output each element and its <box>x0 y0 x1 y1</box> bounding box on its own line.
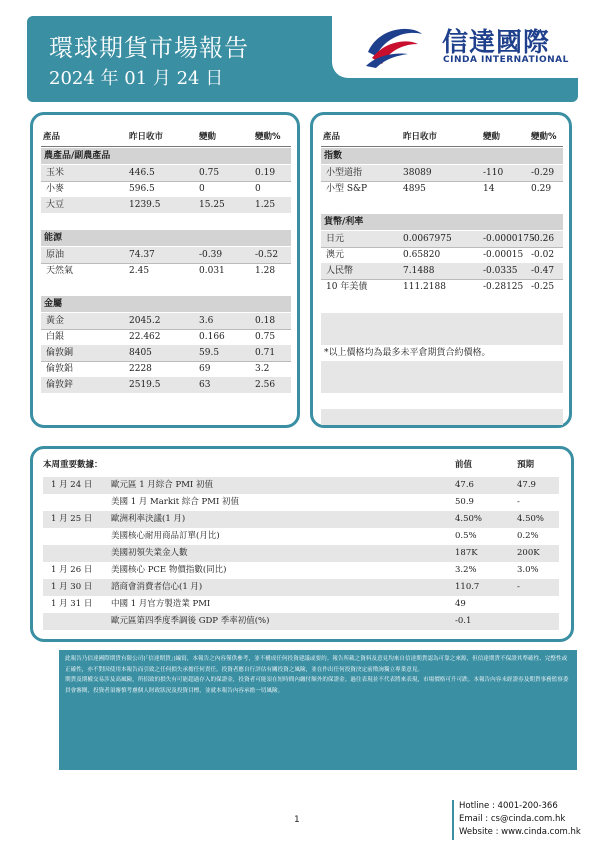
table-row <box>41 345 291 361</box>
table-row <box>41 377 291 393</box>
calendar-cell: 歐元區第四季度季調後 GDP 季率初值(%) <box>111 616 270 626</box>
website-link[interactable]: Website : www.cinda.com.hk <box>459 827 581 837</box>
column-header: 變動 <box>483 132 501 142</box>
calendar-row <box>43 579 559 596</box>
table-row <box>321 231 563 247</box>
table-row <box>41 165 291 181</box>
section-header <box>41 148 291 164</box>
table-cell: 2045.2 <box>129 316 161 326</box>
table-cell: 1239.5 <box>129 200 161 210</box>
contact-info <box>459 800 581 839</box>
calendar-cell: 1 月 30 日 <box>51 582 93 592</box>
calendar-row <box>43 494 559 511</box>
section-header <box>41 230 291 246</box>
table-cell: 0.19 <box>255 168 276 178</box>
price-note: *以上價格均為最多未平倉期貨合約價格。 <box>324 348 491 358</box>
hotline-text: Hotline : 4001-200-366 <box>459 801 558 811</box>
calendar-cell: 200K <box>517 548 540 558</box>
calendar-title: 本周重要數據： <box>43 460 103 470</box>
section-title: 貨幣/利率 <box>324 217 364 227</box>
calendar-cell: 3.2% <box>455 565 477 575</box>
table-cell: 69 <box>199 364 211 374</box>
calendar-cell: 美國核心耐用商品訂單(月比) <box>111 531 220 541</box>
financials-panel <box>310 112 572 428</box>
table-cell: 白銀 <box>46 332 65 342</box>
calendar-cell: 0.2% <box>517 531 539 541</box>
calendar-cell: 1 月 31 日 <box>51 599 93 609</box>
table-cell: 3.2 <box>255 364 270 374</box>
disclaimer-paragraph: 期貨及期權交易涉及高風險，所招致的損失有可能超過存入的保證金，投資者可能須在短時間內繳付額外的保證金。過往表現並不代表將來表現，市場價格可升可跌。本報告內容未經證券及期貨事務監察委員會審閱，投資者須審慎考慮個人財政狀況及投資目標，並就本報告內容承擔一切風險。 <box>65 677 569 695</box>
table-cell: -0.00015 <box>483 250 524 260</box>
blank-row <box>321 361 563 377</box>
table-row <box>321 181 563 197</box>
table-cell: -110 <box>483 168 504 178</box>
column-header: 昨日收市 <box>129 132 164 142</box>
section-title: 金屬 <box>44 299 63 309</box>
report-date: 2024 年 01 月 24 日 <box>49 68 224 89</box>
section-title: 農產品/副農產品 <box>44 151 111 161</box>
table-cell: 小型道指 <box>326 168 363 178</box>
table-header-row <box>41 129 291 145</box>
calendar-row <box>43 562 559 579</box>
header-divider <box>41 146 291 147</box>
blank-row <box>321 313 563 329</box>
blank-row <box>321 377 563 393</box>
table-row <box>321 279 563 295</box>
email-link[interactable]: Email : cs@cinda.com.hk <box>459 814 566 824</box>
table-cell: 0.75 <box>255 332 276 342</box>
calendar-cell: 諮商會消費者信心(1 月) <box>111 582 203 592</box>
report-header <box>27 16 578 102</box>
header-divider <box>321 146 563 147</box>
table-cell: 1.25 <box>255 200 276 210</box>
calendar-cell: 1 月 26 日 <box>51 565 93 575</box>
table-cell: 2228 <box>129 364 152 374</box>
table-cell: 0.18 <box>255 316 276 326</box>
table-cell: 111.2188 <box>403 282 446 292</box>
commodities-panel <box>30 112 300 428</box>
table-cell: 原油 <box>46 250 65 260</box>
table-cell: -0.25 <box>531 282 555 292</box>
table-cell: 2519.5 <box>129 380 161 390</box>
table-cell: 人民幣 <box>326 266 354 276</box>
table-cell: 澳元 <box>326 250 345 260</box>
table-row <box>41 197 291 213</box>
column-header: 變動% <box>255 132 281 142</box>
table-cell: 38089 <box>403 168 432 178</box>
calendar-cell: 4.50% <box>517 514 545 524</box>
section-header <box>321 214 563 230</box>
table-cell: -0.28125 <box>483 282 524 292</box>
table-cell: -0.02 <box>531 250 555 260</box>
calendar-cell: 歐洲利率決議(1 月) <box>111 514 186 524</box>
report-title: 環球期貨市場報告 <box>49 34 249 62</box>
table-row <box>41 263 291 279</box>
table-cell: 倫敦鋅 <box>46 380 74 390</box>
table-cell: 0.65820 <box>403 250 441 260</box>
table-cell: -0.47 <box>531 266 555 276</box>
calendar-cell: 美國核心 PCE 物價指數(同比) <box>111 565 227 575</box>
table-cell: 15.25 <box>199 200 225 210</box>
column-header-previous: 前值 <box>455 460 473 470</box>
page-number: 1 <box>294 815 300 825</box>
table-cell: 10 年美債 <box>326 282 368 292</box>
table-cell: 63 <box>199 380 211 390</box>
table-cell: 日元 <box>326 234 345 244</box>
company-logo <box>332 16 578 78</box>
logo-english-name: CINDA INTERNATIONAL <box>443 55 569 65</box>
table-cell: 596.5 <box>129 184 155 194</box>
table-cell: 天然氣 <box>46 266 74 276</box>
section-title: 指數 <box>324 151 343 161</box>
calendar-cell: 0.5% <box>455 531 477 541</box>
calendar-row <box>43 613 559 630</box>
table-cell: 4895 <box>403 184 426 194</box>
table-header-row <box>321 129 563 145</box>
blank-row <box>321 345 563 361</box>
table-cell: 0.031 <box>199 266 225 276</box>
calendar-cell: -0.1 <box>455 616 472 626</box>
table-cell: 8405 <box>129 348 152 358</box>
table-cell: 0.75 <box>199 168 220 178</box>
table-cell: 黃金 <box>46 316 65 326</box>
contact-divider <box>452 800 454 840</box>
calendar-row <box>43 511 559 528</box>
calendar-row <box>43 545 559 562</box>
calendar-cell: 3.0% <box>517 565 539 575</box>
column-header: 產品 <box>43 132 61 142</box>
column-header: 產品 <box>323 132 341 142</box>
calendar-cell: - <box>517 497 520 507</box>
calendar-cell: 50.9 <box>455 497 474 507</box>
column-header-forecast: 預期 <box>517 460 535 470</box>
column-header: 變動 <box>199 132 217 142</box>
table-cell: 0.0067975 <box>403 234 452 244</box>
calendar-cell: 1 月 24 日 <box>51 480 93 490</box>
table-cell: -0.0000175 <box>483 234 535 244</box>
table-cell: 倫敦銅 <box>46 348 74 358</box>
disclaimer-paragraph: 此報告乃信達國際期貨有限公司(「信達期貨」)編寫，本報告之內容僅供參考，並不構成任何投資建議或要約。報告所載之資料及意見均來自信達期貨認為可靠之來源，但信達期貨不保證其準確性、完整性或正確性，亦不對因使用本報告而引致之任何損失承擔任何責任。投資者應自行評估有關投資之風險，並在作出任何投資決定前徵詢獨立專業意見。 <box>65 656 568 673</box>
calendar-cell: 中國 1 月官方製造業 PMI <box>111 599 211 609</box>
blank-row <box>321 329 563 345</box>
table-cell: -0.26 <box>531 234 555 244</box>
weekly-data-panel <box>30 446 574 642</box>
calendar-cell: 美國 1 月 Markit 綜合 PMI 初值 <box>111 497 240 507</box>
table-cell: 2.45 <box>129 266 150 276</box>
column-header: 昨日收市 <box>403 132 438 142</box>
table-cell: 0 <box>199 184 205 194</box>
table-cell: 22.462 <box>129 332 161 342</box>
table-cell: -0.52 <box>255 250 279 260</box>
table-row <box>41 313 291 329</box>
table-cell: 小麥 <box>46 184 65 194</box>
calendar-cell: 47.9 <box>517 480 536 490</box>
blank-row <box>321 409 563 425</box>
column-header: 變動% <box>531 132 557 142</box>
table-cell: 7.1488 <box>403 266 435 276</box>
table-row <box>321 247 563 263</box>
table-cell: -0.39 <box>199 250 223 260</box>
section-header <box>41 296 291 312</box>
table-cell: 74.37 <box>129 250 155 260</box>
calendar-cell: 47.6 <box>455 480 474 490</box>
table-cell: 1.28 <box>255 266 276 276</box>
table-row <box>41 361 291 377</box>
calendar-header-row <box>43 457 559 474</box>
table-cell: 3.6 <box>199 316 214 326</box>
table-cell: 59.5 <box>199 348 220 358</box>
table-cell: 2.56 <box>255 380 276 390</box>
section-header <box>321 148 563 164</box>
cinda-logo-icon <box>364 22 424 68</box>
table-row <box>41 329 291 345</box>
table-cell: 小型 S&P <box>326 184 368 194</box>
calendar-row <box>43 596 559 613</box>
table-cell: 0.29 <box>531 184 552 194</box>
table-cell: -0.0335 <box>483 266 518 276</box>
calendar-cell: 1 月 25 日 <box>51 514 93 524</box>
section-title: 能源 <box>44 233 63 243</box>
table-row <box>41 181 291 197</box>
calendar-cell: - <box>517 582 520 592</box>
calendar-row <box>43 528 559 545</box>
table-cell: 0 <box>255 184 261 194</box>
logo-chinese-name: 信達國際 <box>442 28 551 58</box>
table-row <box>321 263 563 279</box>
calendar-cell: 4.50% <box>455 514 483 524</box>
table-cell: 0.71 <box>255 348 276 358</box>
table-cell: -0.29 <box>531 168 555 178</box>
table-cell: 玉米 <box>46 168 65 178</box>
table-row <box>41 247 291 263</box>
blank-row <box>321 425 563 441</box>
disclaimer <box>59 650 577 770</box>
table-row <box>321 165 563 181</box>
calendar-cell: 歐元區 1 月綜合 PMI 初值 <box>111 480 213 490</box>
calendar-cell: 187K <box>455 548 478 558</box>
table-cell: 0.166 <box>199 332 225 342</box>
table-cell: 倫敦鋁 <box>46 364 74 374</box>
table-cell: 大豆 <box>46 200 65 210</box>
table-cell: 14 <box>483 184 495 194</box>
calendar-cell: 美國初領失業金人數 <box>111 548 188 558</box>
calendar-cell: 110.7 <box>455 582 480 592</box>
calendar-cell: 49 <box>455 599 466 609</box>
calendar-row <box>43 477 559 494</box>
table-cell: 446.5 <box>129 168 155 178</box>
blank-row <box>321 393 563 409</box>
